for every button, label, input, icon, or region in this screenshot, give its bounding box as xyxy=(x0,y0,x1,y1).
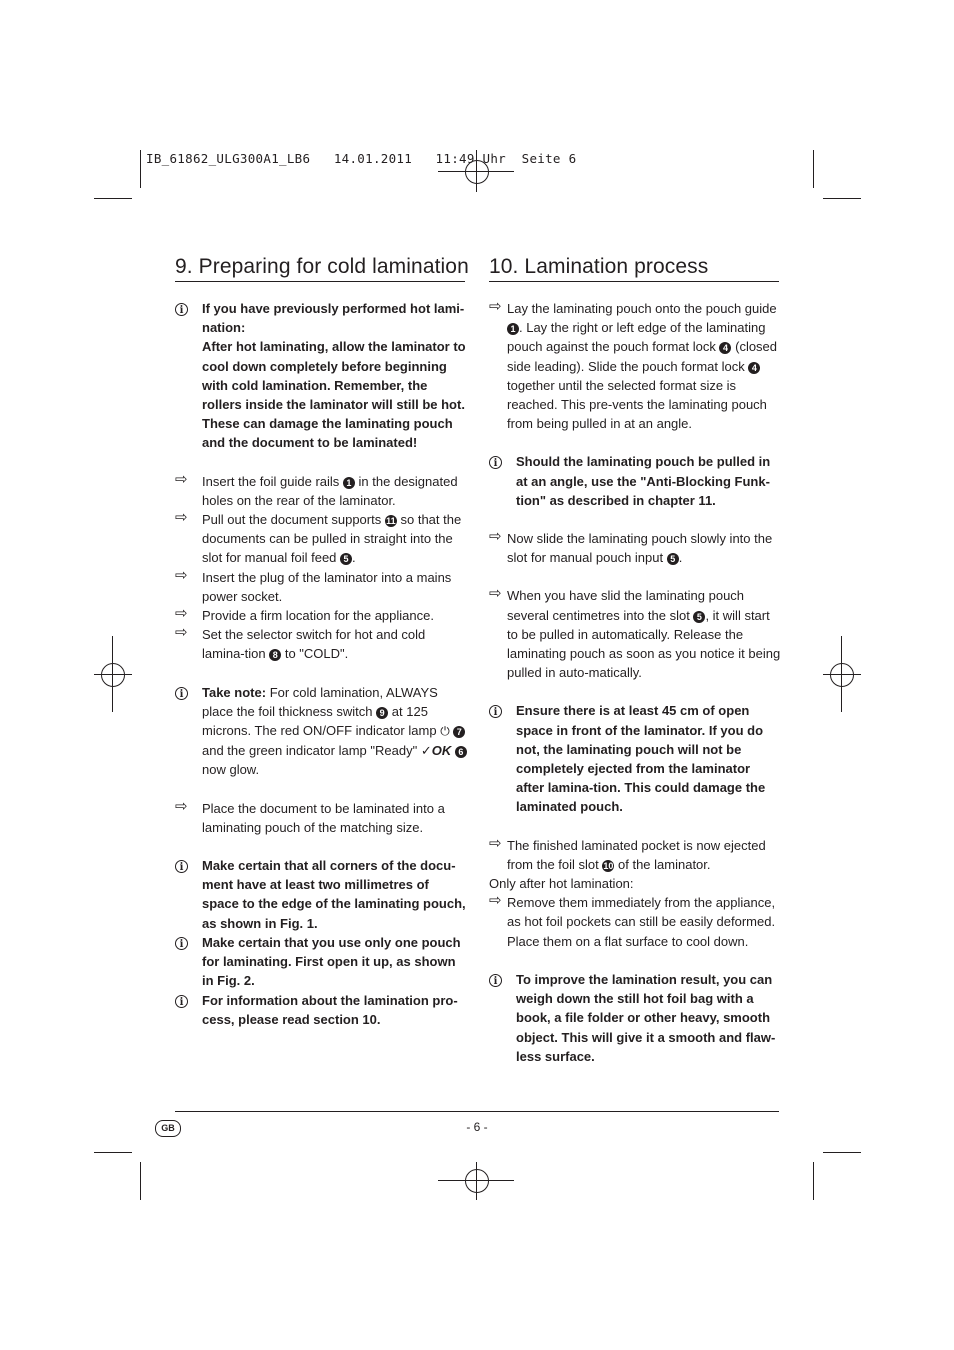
callout-number: 5 xyxy=(693,611,705,623)
callout-number: 8 xyxy=(269,649,281,661)
registration-circle xyxy=(101,663,125,687)
step-place-document: ⇨ Place the document to be laminated into a laminating pouch of the matching size. xyxy=(175,797,445,835)
section-title-lamination-process: 10. Lamination process xyxy=(489,255,709,278)
info-icon: i xyxy=(175,995,188,1008)
step-lay-pouch: ⇨ Lay the laminating pouch onto the pouch guide 1 . Lay the right or left edge of the laminating pouch against the pouch format lock 4 (closed side leading). Slide the pouch format lock 4 together until the selected format size is reached. This pre-vents the laminating pouch from being pulled in at an angle. xyxy=(489,298,778,432)
step-slide-pouch: ⇨ Now slide the laminating pouch slowly into the slot for manual pouch input 5 . xyxy=(489,528,773,566)
arrow-icon: ⇨ xyxy=(489,834,502,852)
arrow-icon: ⇨ xyxy=(175,797,188,815)
print-header: IB_61862_ULG300A1_LB6 14.01.2011 11:49 Uhr Seite 6 xyxy=(146,151,577,166)
info-icon: i xyxy=(489,974,502,987)
callout-number: 4 xyxy=(719,342,731,354)
arrow-icon: ⇨ xyxy=(175,470,188,488)
info-corners: i Make certain that all corners of the docu-ment have at least two millimetres of space to the edge of the laminating pouch, as shown in Fig. 1. xyxy=(175,856,467,933)
callout-number: 9 xyxy=(376,707,388,719)
ready-icon: ✓OK xyxy=(420,743,452,759)
step-document-supports: ⇨ Pull out the document supports 11 so that the documents can be pulled in straight into the slot for manual foil feed 5 . xyxy=(175,509,462,566)
arrow-icon: ⇨ xyxy=(489,585,502,603)
callout-number: 7 xyxy=(453,726,465,738)
right-column xyxy=(489,299,781,1066)
info-section-10: i For information about the lamination pro-cess, please read section 10. xyxy=(175,991,467,1029)
left-column xyxy=(175,299,467,1029)
arrow-icon: ⇨ xyxy=(175,566,188,584)
step-firm-location: ⇨ Provide a firm location for the appliance. xyxy=(175,605,434,624)
info-icon: i xyxy=(489,456,502,469)
power-icon: ⏻ xyxy=(440,724,450,739)
info-icon: i xyxy=(489,705,502,718)
callout-number: 5 xyxy=(340,553,352,565)
arrow-icon: ⇨ xyxy=(175,605,188,623)
callout-number: 1 xyxy=(507,323,519,335)
step-remove: ⇨ Remove them immediately from the appliance, as hot foil pockets can still be easily deformed. Place them on a flat surface to cool down. xyxy=(489,892,776,949)
crop-mark xyxy=(140,150,141,188)
step-mains-plug: ⇨ Insert the plug of the laminator into a mains power socket. xyxy=(175,566,452,604)
country-badge: GB xyxy=(155,1120,181,1137)
page-number: - 6 - xyxy=(466,1120,488,1134)
registration-circle xyxy=(830,663,854,687)
info-open-space: i Ensure there is at least 45 cm of open space in front of the laminator. If you do not, the laminating pouch will not be completely ejected from the laminator after lamina-tion. This could damage the laminated pouch. xyxy=(489,701,781,816)
info-icon: i xyxy=(175,303,188,316)
callout-number: 5 xyxy=(667,553,679,565)
arrow-icon: ⇨ xyxy=(175,509,188,527)
title-rule xyxy=(175,281,465,282)
crop-mark xyxy=(823,1152,861,1153)
callout-number: 6 xyxy=(455,746,467,758)
registration-circle xyxy=(465,1169,489,1193)
callout-number: 1 xyxy=(343,477,355,489)
crop-mark xyxy=(813,1162,814,1200)
crop-mark xyxy=(140,1162,141,1200)
hot-lamination-warning: i If you have previously performed hot lami-nation: After hot laminating, allow the laminator to cool down completely before beginning with cold lamination. Remember, the rollers inside the laminator will still be hot. These can damage the laminating pouch and the document to be laminated! xyxy=(175,299,467,453)
info-icon: i xyxy=(175,687,188,700)
arrow-icon: ⇨ xyxy=(175,624,188,642)
step-foil-guide-rails: ⇨ Insert the foil guide rails 1 in the designated holes on the rear of the laminator. xyxy=(175,470,458,508)
crop-mark xyxy=(823,198,861,199)
crop-mark xyxy=(94,1152,132,1153)
footer-rule xyxy=(175,1111,779,1112)
step-pulled-in: ⇨ When you have slid the laminating pouch several centimetres into the slot 5 , it will start to be pulled in automatically. Release the laminating pouch as soon as you notice it being pulled in auto-matically. xyxy=(489,585,781,681)
only-hot-label: Only after hot lamination: xyxy=(489,876,634,892)
info-icon: i xyxy=(175,860,188,873)
info-anti-blocking: i Should the laminating pouch be pulled in at an angle, use the "Anti-Blocking Funk-tion" as described in chapter 11. xyxy=(489,452,781,510)
title-rule xyxy=(489,281,779,282)
info-one-pouch: i Make certain that you use only one pouch for laminating. First open it up, as shown in Fig. 2. xyxy=(175,933,467,991)
arrow-icon: ⇨ xyxy=(489,528,502,546)
callout-number: 11 xyxy=(386,516,396,527)
crop-mark xyxy=(813,150,814,188)
step-ejected: ⇨ The finished laminated pocket is now ejected from the foil slot 10 of the laminator. xyxy=(489,834,766,872)
info-icon: i xyxy=(175,937,188,950)
arrow-icon: ⇨ xyxy=(489,892,502,910)
callout-number: 4 xyxy=(748,362,760,374)
step-selector-switch: ⇨ Set the selector switch for hot and cold lamina-tion 8 to "COLD". xyxy=(175,624,426,662)
info-improve-result: i To improve the lamination result, you can weigh down the still hot foil bag with a book, a file folder or other heavy, smooth object. This will give it a smooth and flaw-less surface. xyxy=(489,970,781,1066)
crop-mark xyxy=(94,198,132,199)
take-note: i Take note: For cold lamination, ALWAYS place the foil thickness switch 9 at 125 microns. The red ON/OFF indicator lamp ⏻ 7 and the green indicator lamp "Ready" ✓OK 6 now glow. xyxy=(175,683,467,780)
callout-number: 10 xyxy=(603,860,614,871)
section-title-cold-lamination: 9. Preparing for cold lamination xyxy=(175,255,469,278)
arrow-icon: ⇨ xyxy=(489,298,502,315)
